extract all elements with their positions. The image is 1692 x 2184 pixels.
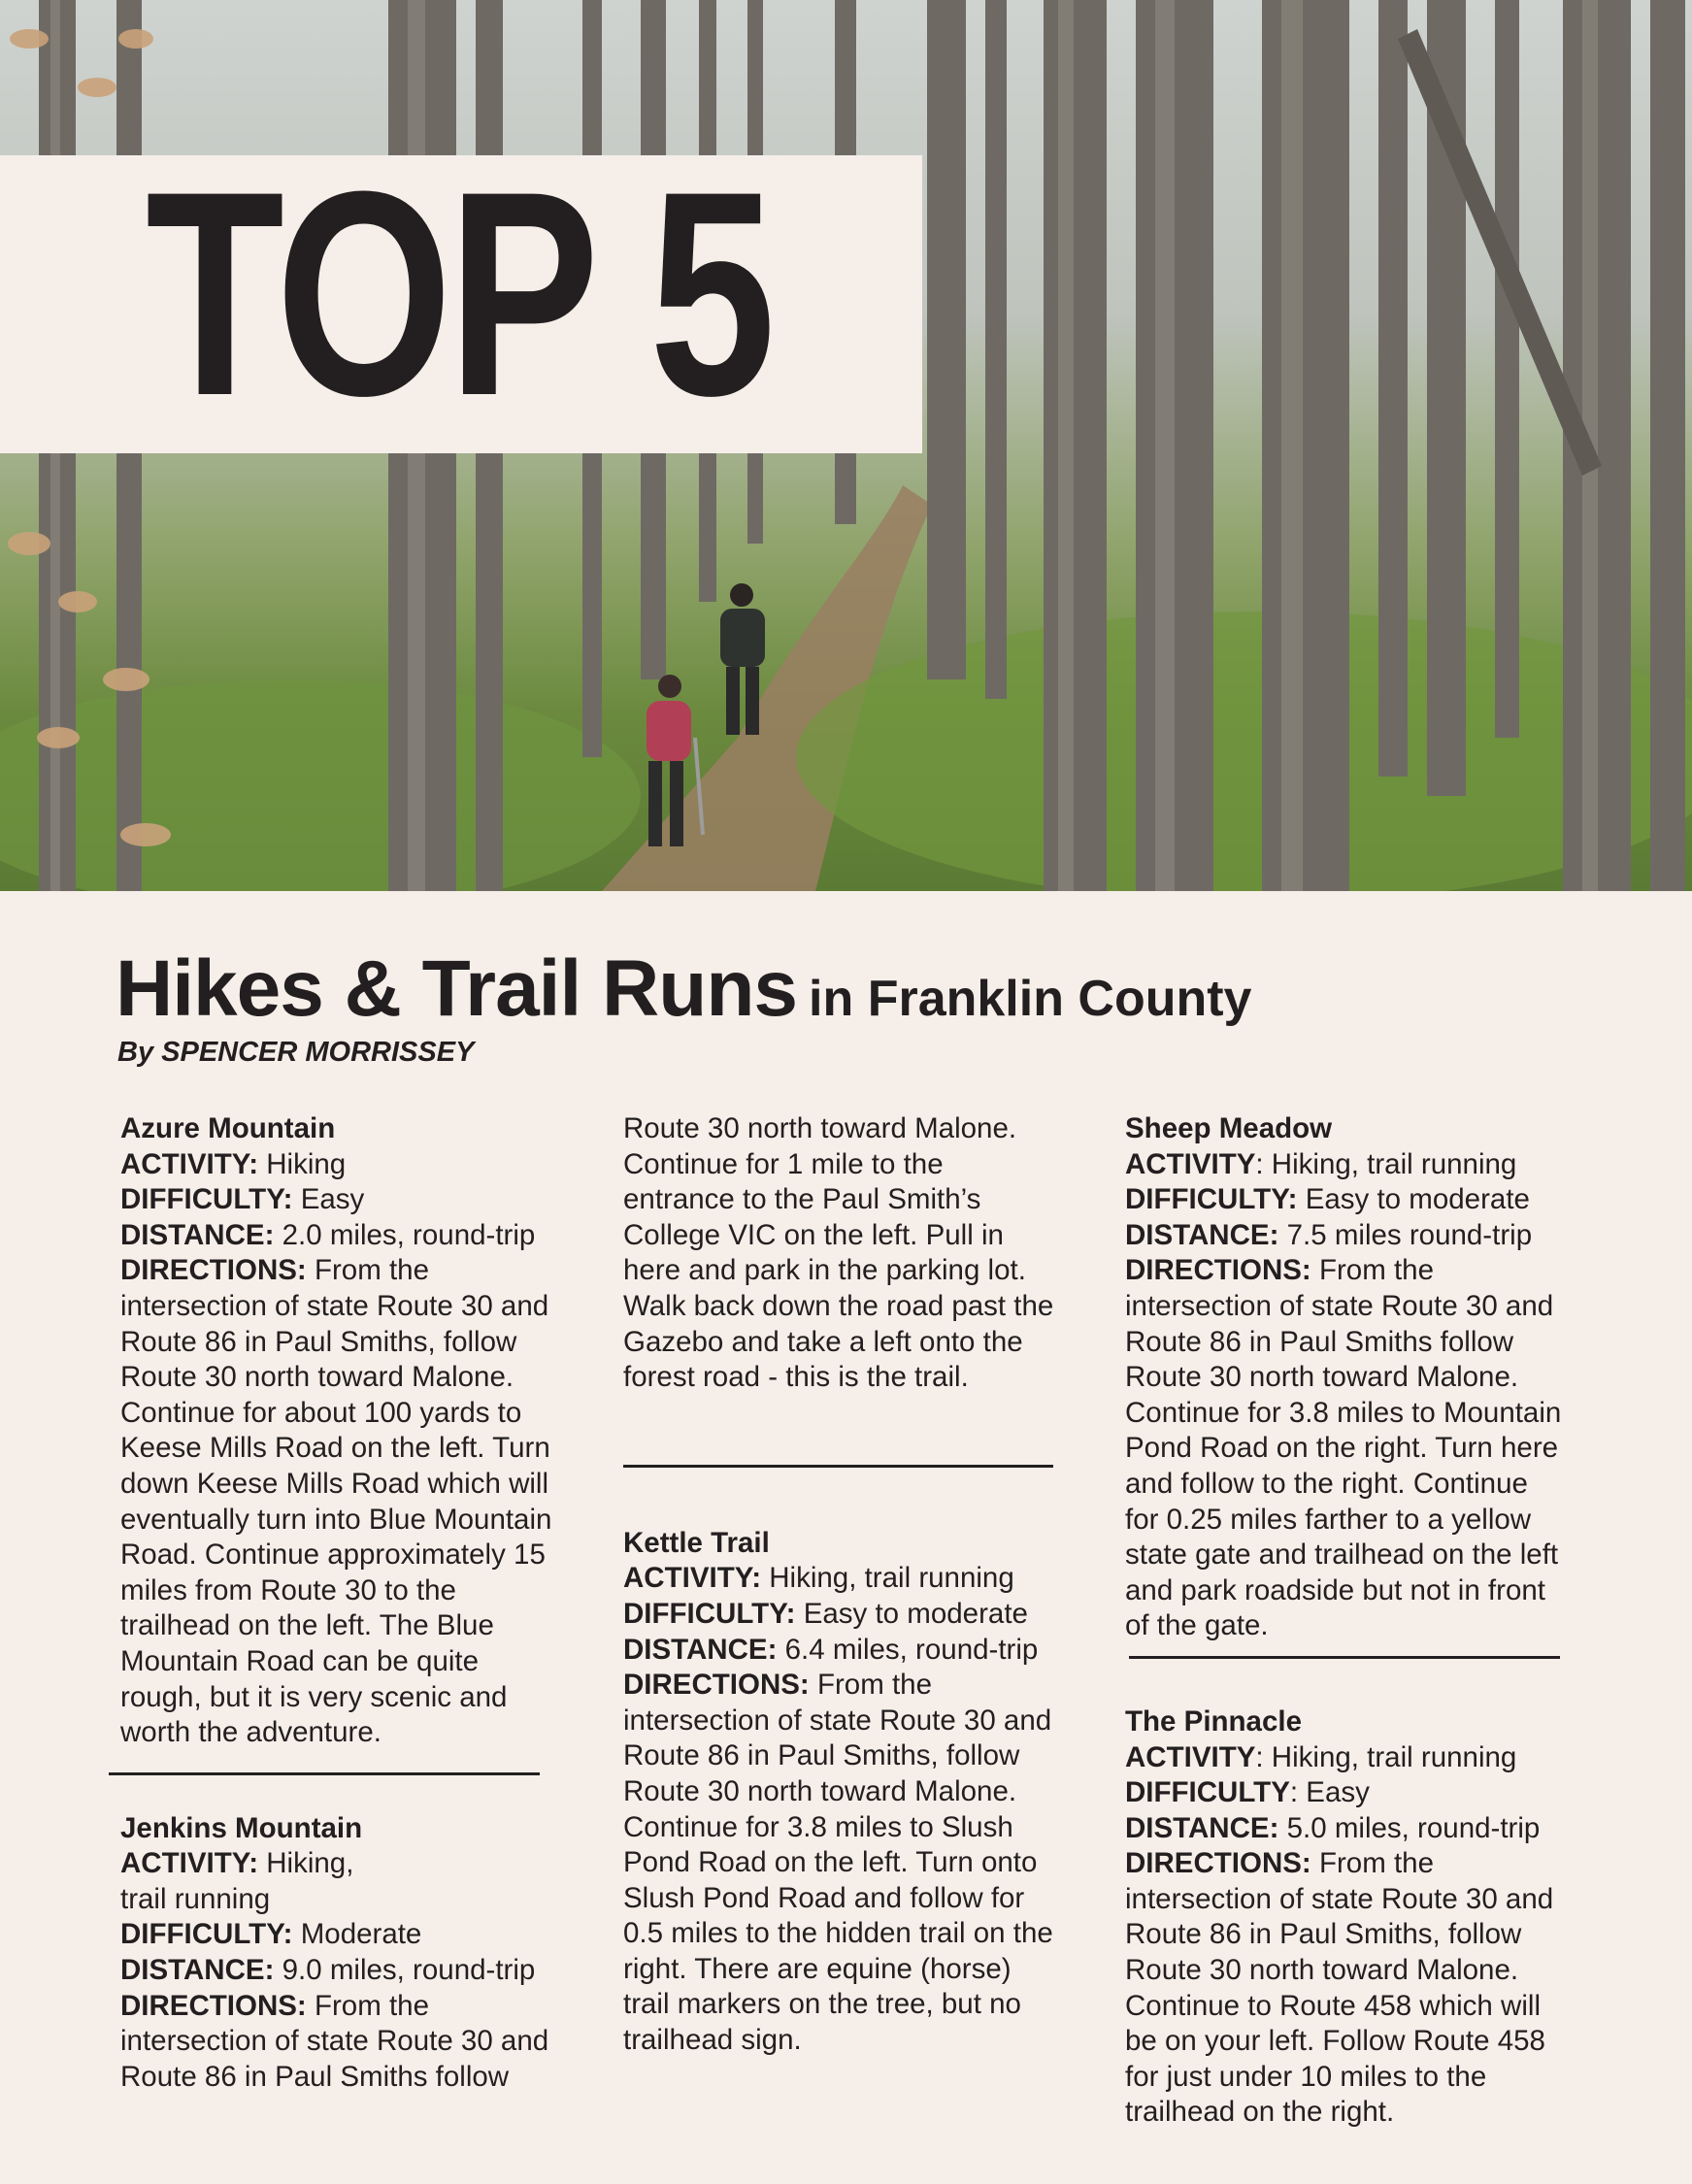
difficulty-field: DIFFICULTY: Easy to moderate — [1125, 1183, 1530, 1216]
distance-field: DISTANCE: 9.0 miles, round-trip — [120, 1954, 536, 1987]
activity-field: ACTIVITY: Hiking, trail running — [623, 1562, 1014, 1595]
activity-field: ACTIVITY: Hiking, trail running — [1125, 1740, 1517, 1773]
column-1 — [120, 1111, 586, 2095]
directions-field: DIRECTIONS: From the intersection of state Route 30 and Route 86 in Paul Smiths, follow Route 30 north toward Malone. Continue to Route 458 which will be on your left. Follow Route 458 for just under 10 miles to the trailhead on the right. — [1125, 1847, 1554, 2129]
directions-field: DIRECTIONS: From the intersection of state Route 30 and Route 86 in Paul Smiths follow Route 30 north toward Malone. Continue for 3.8 miles to Mountain Pond Road on the right. Turn here and follow to the right. Continue for 0.25 miles farther to a yellow state gate and trailhead on the left and park roadside but not in front of the gate. — [1125, 1254, 1562, 1642]
distance-field: DISTANCE: 7.5 miles round-trip — [1125, 1218, 1533, 1251]
hike-entry-jenkins-mountain: Jenkins Mountain ACTIVITY: Hiking, trail running DIFFICULTY: Moderate DISTANCE: 9.0 miles, round-trip DIRECTIONS: From the intersection of state Route 30 and Route 86 in Paul Smiths follow — [120, 1811, 586, 2096]
headline-main: Hikes & Trail Runs — [116, 944, 798, 1033]
hike-entry-sheep-meadow — [1125, 1111, 1591, 1644]
difficulty-field: DIFFICULTY: Moderate — [120, 1918, 422, 1951]
activity-field: ACTIVITY: Hiking — [120, 1147, 347, 1180]
distance-field: DISTANCE: 5.0 miles, round-trip — [1125, 1811, 1541, 1844]
directions-field: DIRECTIONS: From the intersection of state Route 30 and Route 86 in Paul Smiths, follow Route 30 north toward Malone. Continue for 3.8 miles to Slush Pond Road on the left. Turn onto Slush Pond Road and follow for 0.5 miles to the hidden trail on the right. There are equine (horse) trail markers on the tree, but no trailhead sign. — [623, 1669, 1053, 2057]
hike-entry-azure-mountain — [120, 1111, 586, 1751]
byline: By SPENCER MORRISSEY — [117, 1037, 475, 1068]
distance-field: DISTANCE: 6.4 miles, round-trip — [623, 1633, 1039, 1666]
hike-name: Azure Mountain — [120, 1112, 336, 1144]
distance-field: DISTANCE: 2.0 miles, round-trip — [120, 1218, 536, 1251]
directions-field: DIRECTIONS: From the intersection of state Route 30 and Route 86 in Paul Smiths follow — [120, 1989, 549, 2093]
hike-name: Sheep Meadow — [1125, 1112, 1333, 1144]
difficulty-field: DIFFICULTY: Easy — [1125, 1776, 1370, 1809]
difficulty-field: DIFFICULTY: Easy to moderate — [623, 1597, 1028, 1630]
jenkins-mountain-continued: Route 30 north toward Malone. Continue for 1 mile to the entrance to the Paul Smith’s College VIC on the left. Pull in here and park in the parking lot. Walk back down the road past the Gazebo and take a left onto the forest road - this is the trail. — [623, 1112, 1054, 1394]
hero-photo — [0, 0, 1692, 891]
headline-sub: in Franklin County — [809, 971, 1252, 1027]
hike-entry-kettle-trail — [623, 1526, 1089, 2059]
directions-field: DIRECTIONS: From the intersection of state Route 30 and Route 86 in Paul Smiths, follow Route 30 north toward Malone. Continue for about 100 yards to Keese Mills Road on the left. Turn down Keese Mills Road which will eventually turn into Blue Mountain Road. Continue approximately 15 miles from Route 30 to the trailhead on the left. The Blue Mountain Road can be quite rough, but it is very scenic and worth the adventure. — [120, 1254, 552, 1749]
activity-field: ACTIVITY: Hiking, — [120, 1847, 354, 1880]
section-divider — [1129, 1656, 1560, 1659]
hike-name: The Pinnacle — [1125, 1704, 1302, 1737]
column-2 — [623, 1111, 1089, 2059]
hike-name: Jenkins Mountain — [120, 1811, 363, 1844]
hike-entry-the-pinnacle — [1125, 1704, 1591, 2131]
activity-field: ACTIVITY: Hiking, trail running — [1125, 1147, 1517, 1180]
section-divider — [109, 1772, 540, 1775]
section-divider — [623, 1465, 1053, 1468]
hike-name: Kettle Trail — [623, 1526, 770, 1559]
column-3 — [1125, 1111, 1591, 2131]
page-title: TOP 5 — [146, 130, 772, 456]
article-headline — [116, 943, 1251, 1035]
difficulty-field: DIFFICULTY: Easy — [120, 1183, 365, 1216]
